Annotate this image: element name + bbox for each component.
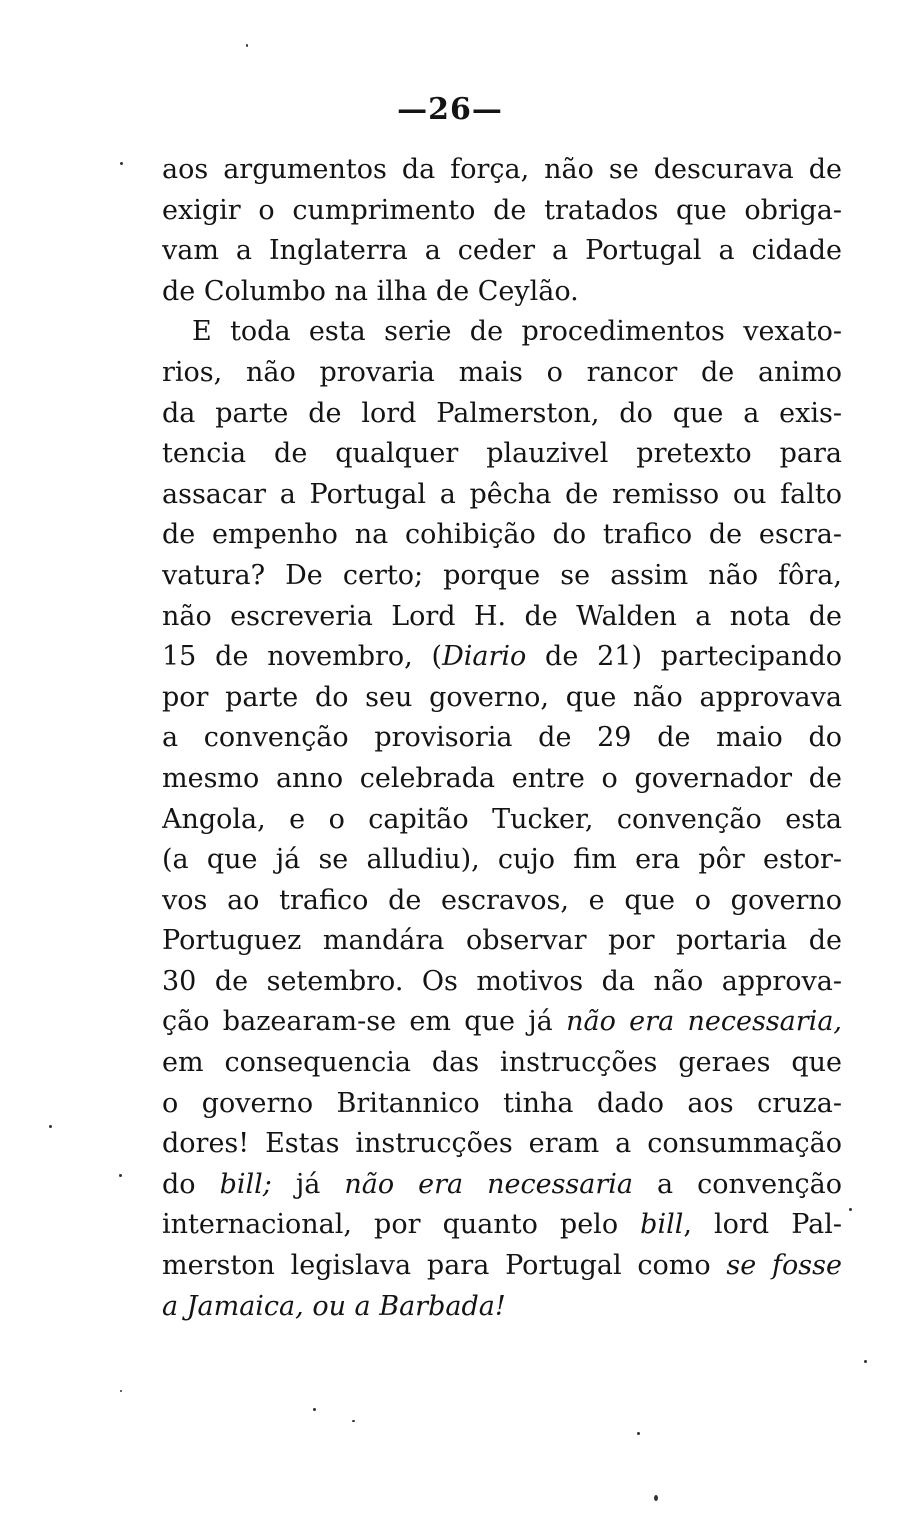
text-line: E toda esta serie de procedimentos vexato- (192, 316, 842, 348)
scan-speck (849, 1208, 852, 1211)
text-line: dores! Estas instrucções eram a consummação (162, 1128, 842, 1160)
text-line: ção bazearam-se em que já não era necessaria, (162, 1006, 842, 1038)
text-line: de Columbo na ilha de Ceylão. (162, 275, 579, 307)
scan-speck (120, 162, 123, 165)
scan-speck (313, 1408, 316, 1411)
text-line: 15 de novembro, (Diario de 21) partecipando (162, 641, 842, 673)
text-line: internacional, por quanto pelo bill, lord Pal- (162, 1209, 842, 1241)
text-line: tencia de qualquer plauzivel pretexto para (162, 438, 842, 470)
text-line: a convenção provisoria de 29 de maio do (162, 722, 842, 754)
text-line: Portuguez mandára observar por portaria de (162, 925, 842, 957)
text-line: de empenho na cohibição do trafico de escra- (162, 519, 842, 551)
scan-speck (49, 1125, 52, 1128)
scan-speck (246, 44, 248, 47)
text-line: não escreveria Lord H. de Walden a nota de (162, 600, 842, 632)
scan-speck (654, 1495, 658, 1501)
body-text (162, 150, 842, 1327)
text-line: o governo Britannico tinha dado aos cruza- (162, 1087, 842, 1119)
page-number: —26— (397, 92, 503, 127)
italic-text: bill (640, 1209, 684, 1241)
text-line: aos argumentos da força, não se descurava de (162, 154, 842, 185)
text-line: da parte de lord Palmerston, do que a exis- (162, 397, 842, 429)
italic-text: não era necessaria, (566, 1006, 842, 1038)
text-line: Angola, e o capitão Tucker, convenção esta (162, 803, 842, 835)
text-line: (a que já se alludiu), cujo fim era pôr estor- (162, 844, 842, 876)
scan-speck (119, 1174, 122, 1177)
text-line: assacar a Portugal a pêcha de remisso ou falto (162, 478, 842, 510)
text-line: por parte do seu governo, que não approvava (162, 681, 842, 713)
italic-text: bill; (219, 1168, 272, 1200)
text-line: vos ao trafico de escravos, e que o governo (162, 884, 842, 916)
text-line: exigir o cumprimento de tratados que obriga- (162, 194, 842, 226)
text-line: em consequencia das instrucções geraes que (162, 1047, 842, 1079)
text-line: merston legislava para Portugal como se fosse (162, 1250, 842, 1282)
italic-text: se fosse (726, 1250, 842, 1282)
italic-text: não era necessaria (344, 1168, 634, 1200)
scan-speck (864, 1360, 867, 1363)
text-line: mesmo anno celebrada entre o governador de (162, 762, 842, 794)
scan-speck (120, 1390, 122, 1392)
text-line (162, 1287, 842, 1328)
scan-speck (352, 1420, 355, 1422)
text-line: do bill; já não era necessaria a convenção (162, 1168, 842, 1200)
text-line: vatura? De certo; porque se assim não fôra, (162, 559, 842, 591)
italic-text: a Jamaica, ou a Barbada! (162, 1290, 506, 1322)
scan-speck (637, 1432, 640, 1435)
text-line: vam a Inglaterra a ceder a Portugal a cidade (162, 235, 842, 267)
italic-text: Diario (442, 641, 527, 673)
text-line: rios, não provaria mais o rancor de animo (162, 356, 842, 388)
text-line: 30 de setembro. Os motivos da não approva- (162, 965, 842, 997)
